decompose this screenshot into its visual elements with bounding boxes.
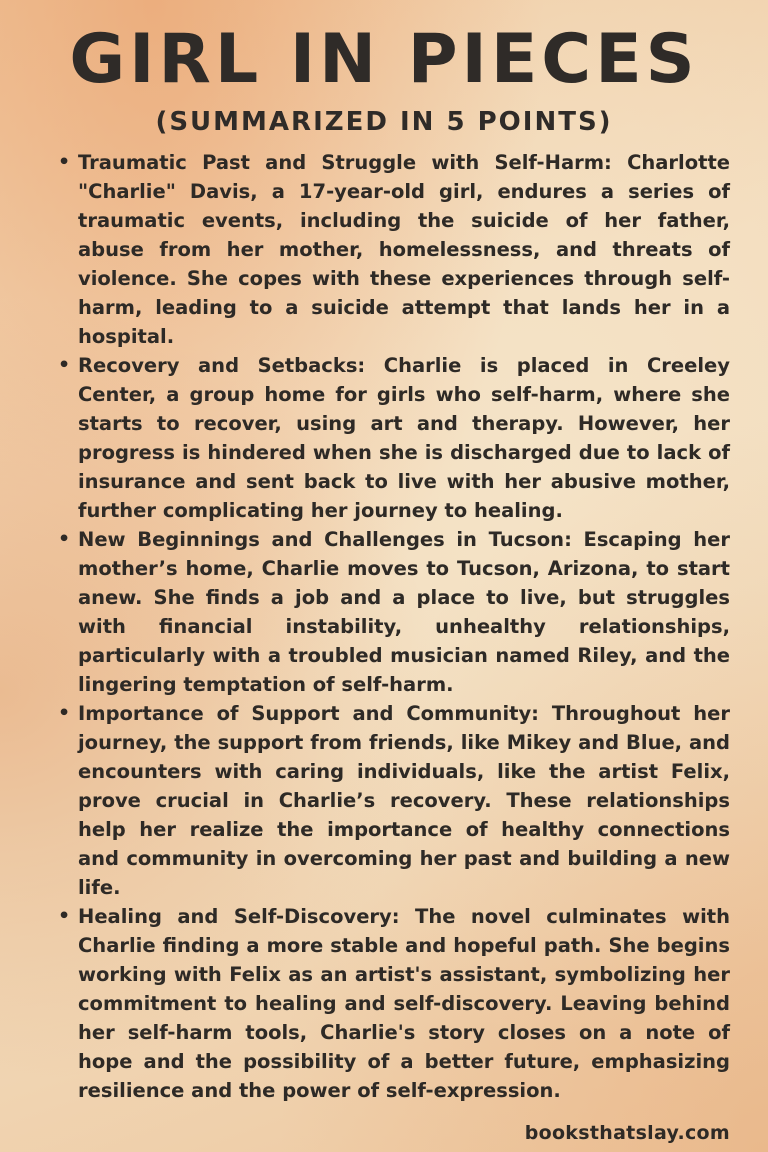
summary-point-4: [56, 699, 730, 902]
bullet-icon: •: [58, 905, 71, 927]
summary-point-text: Healing and Self-Discovery: The novel culminates with Charlie finding a more stable and hopeful path. She begins working with Felix as an artist's assistant, symbolizing her commitment to healing and self-discovery. Leaving behind her self-harm tools, Charlie's story closes on a note of hope and the possibility of a better future, emphasizing resilience and the power of self-expression.: [78, 905, 730, 1102]
bullet-icon: •: [58, 354, 71, 376]
site-watermark: booksthatslay.com: [524, 1122, 730, 1144]
summary-point-text: Recovery and Setbacks: Charlie is placed in Creeley Center, a group home for girls who self-harm, where she starts to recover, using art and therapy. However, her progress is hindered when she is discharged due to lack of insurance and sent back to live with her abusive mother, further complicating her journey to healing.: [78, 354, 730, 522]
summary-point-2: [56, 351, 730, 525]
summary-point-1: [56, 148, 730, 351]
page-title: GIRL IN PIECES: [69, 20, 699, 99]
summary-point-text: Importance of Support and Community: Throughout her journey, the support from friends, like Mikey and Blue, and encounters with caring individuals, like the artist Felix, prove crucial in Charlie’s recovery. These relationships help her realize the importance of healthy connections and community in overcoming her past and building a new life.: [78, 702, 730, 899]
bullet-icon: •: [58, 702, 71, 724]
summary-point-5: [56, 902, 730, 1105]
page-subtitle: (SUMMARIZED IN 5 POINTS): [155, 107, 613, 137]
bullet-icon: •: [58, 151, 71, 173]
summary-list: [56, 148, 730, 1105]
summary-point-text: Traumatic Past and Struggle with Self-Harm: Charlotte "Charlie" Davis, a 17-year-old girl, endures a series of traumatic events, including the suicide of her father, abuse from her mother, homelessness, and threats of violence. She copes with these experiences through self-harm, leading to a suicide attempt that lands her in a hospital.: [78, 151, 730, 348]
bullet-icon: •: [58, 528, 71, 550]
summary-point-text: New Beginnings and Challenges in Tucson: Escaping her mother’s home, Charlie moves to Tucson, Arizona, to start anew. She finds a job and a place to live, but struggles with financial instability, unhealthy relationships, particularly with a troubled musician named Riley, and the lingering temptation of self-harm.: [78, 528, 730, 696]
summary-point-3: [56, 525, 730, 699]
